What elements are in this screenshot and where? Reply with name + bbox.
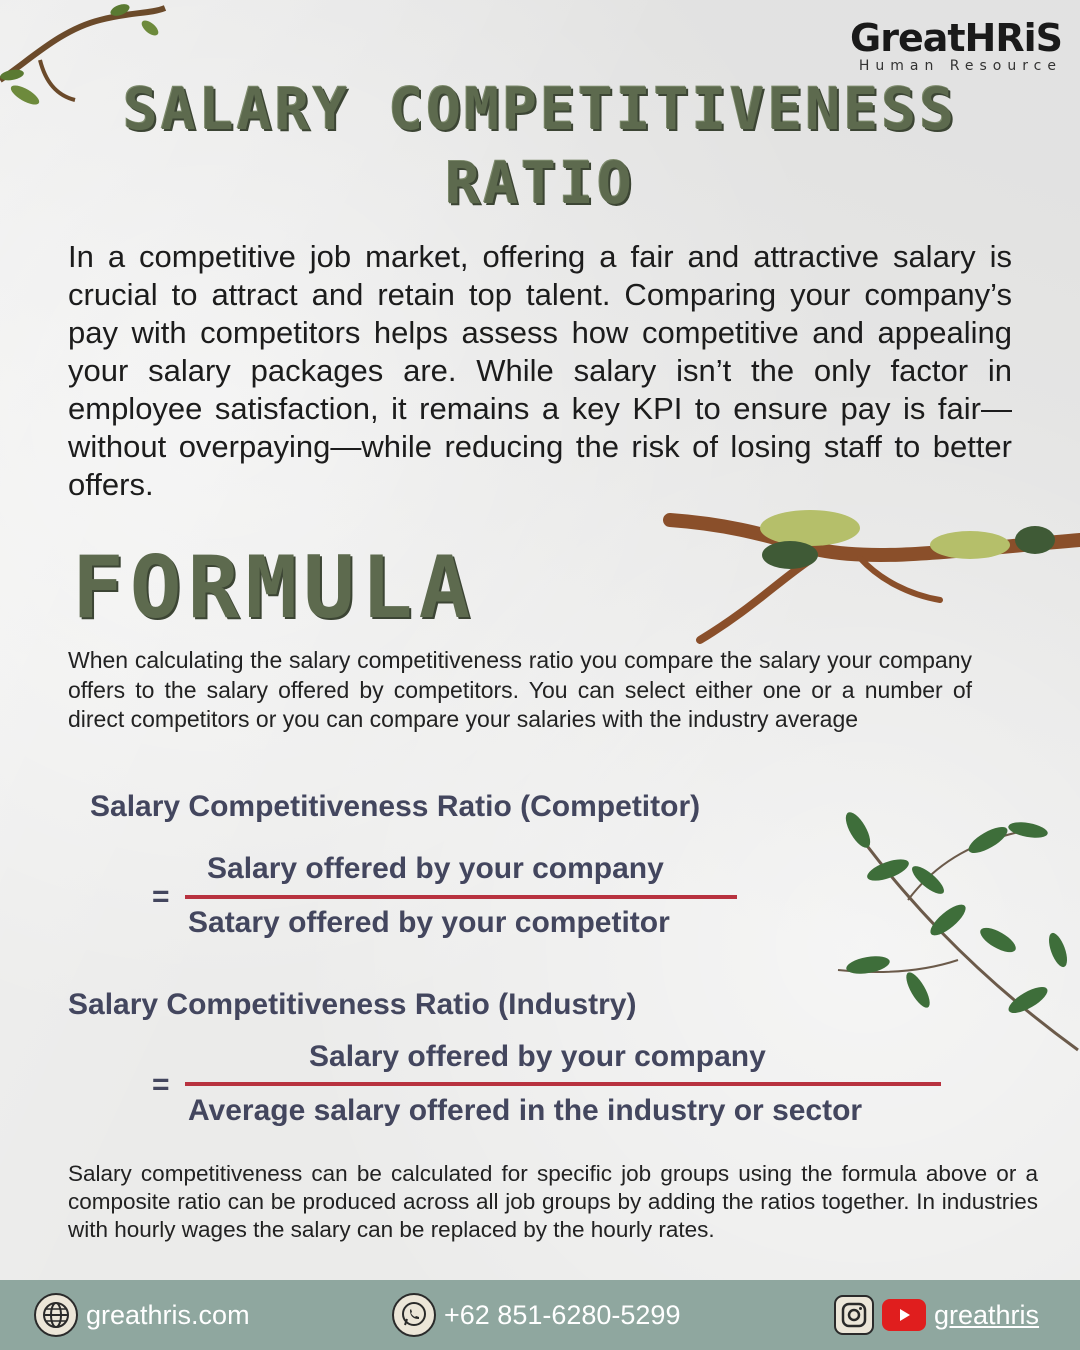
industry-fraction-line [185, 1082, 941, 1086]
footer-phone[interactable] [392, 1291, 680, 1339]
social-handle-text: greathris [934, 1299, 1040, 1330]
page-title [0, 72, 1080, 220]
title-line-1: SALARY COMPETITIVENESS [122, 75, 958, 143]
industry-ratio-title: Salary Competitiveness Ratio (Industry) [68, 988, 637, 1021]
industry-numerator: Salary offered by your company [309, 1040, 766, 1073]
competitor-equals-sign: = [152, 880, 170, 913]
title-line-2: RATIO [445, 149, 635, 217]
leaf-branch-decoration [828, 800, 1080, 1060]
competitor-denominator: Satary offered by your competitor [188, 906, 670, 939]
competitor-numerator: Salary offered by your company [207, 852, 664, 885]
brand-logo [850, 18, 1062, 74]
brand-tagline: Human Resource [858, 58, 1062, 74]
phone-text: +62 851-6280-5299 [444, 1299, 681, 1330]
competitor-fraction-line [185, 895, 737, 899]
industry-denominator: Average salary offered in the industry or sector [188, 1094, 863, 1127]
closing-paragraph: Salary competitiveness can be calculated for specific job groups using the formula above or a composite ratio can be produced across all job groups by adding the ratios together. In industries with hourly wages the salary can be replaced by the hourly rates. [68, 1161, 1038, 1242]
footer-website[interactable] [34, 1291, 250, 1339]
brand-name: GreatHRiS [850, 16, 1062, 60]
footer-social[interactable] [834, 1291, 1039, 1339]
formula-description: When calculating the salary competitiveness ratio you compare the salary your company offers to the salary offered by competitors. You can select either one or a number of direct competitors or you can compare your salaries with the industry average [68, 647, 972, 732]
intro-paragraph: In a competitive job market, offering a fair and attractive salary is crucial to attract and retain top talent. Comparing your company’s pay with competitors helps assess how competitive and appealing your salary packages are. While salary isn’t the only factor in employee satisfaction, it remains a key KPI to ensure pay is fair—without overpaying—while reducing the risk of losing staff to better offers. [68, 239, 1012, 502]
website-text: greathris.com [86, 1299, 250, 1330]
youtube-icon [882, 1299, 926, 1331]
branch-decoration [660, 500, 1080, 650]
formula-heading: FORMULA [72, 538, 477, 638]
industry-equals-sign: = [152, 1068, 170, 1101]
footer-bar [0, 1280, 1080, 1350]
competitor-ratio-title: Salary Competitiveness Ratio (Competitor) [90, 790, 701, 823]
globe-icon [34, 1293, 78, 1337]
whatsapp-icon [392, 1293, 436, 1337]
instagram-icon [834, 1295, 874, 1335]
